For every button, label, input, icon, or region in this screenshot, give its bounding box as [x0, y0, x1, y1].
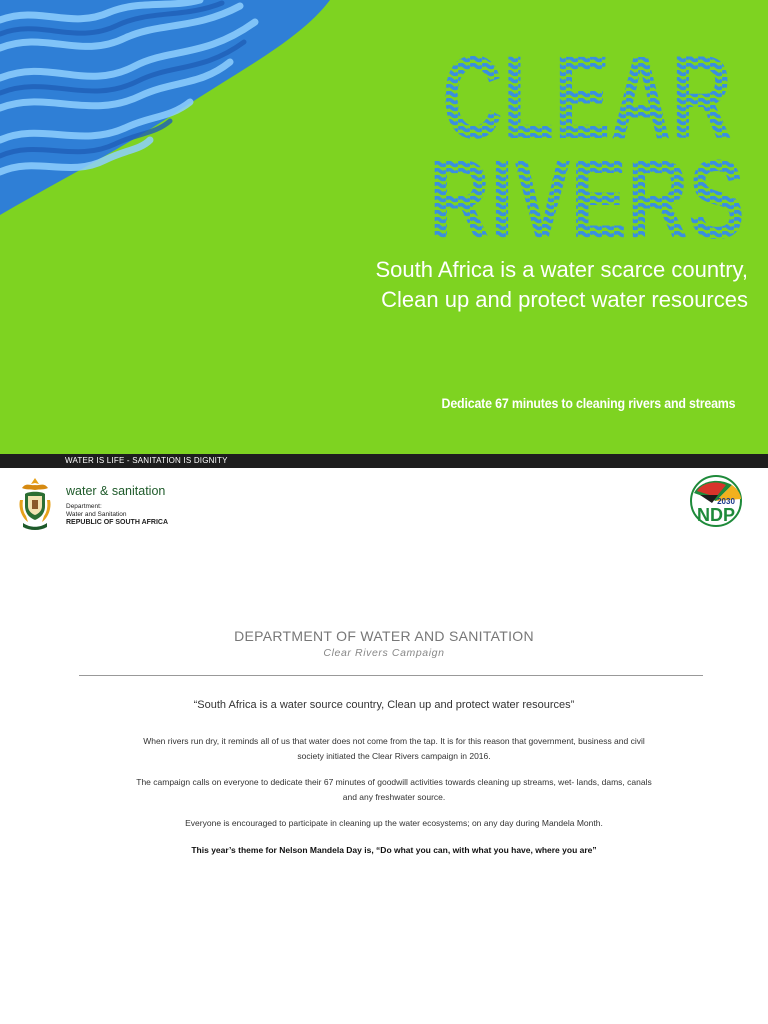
tagline-line-1: South Africa is a water scarce country, [375, 257, 748, 282]
campaign-tagline [288, 255, 748, 315]
paragraph-1: When rivers run dry, it reminds all of us that water does not come from the tap. It is for this reason that government, business and civil society initiated the Clear Rivers campaign in 2016. [143, 736, 645, 761]
slogan-text: WATER IS LIFE - SANITATION IS DIGNITY [65, 456, 228, 465]
ndp-2030-logo [688, 475, 744, 527]
clear-rivers-title [422, 42, 752, 242]
campaign-banner [0, 0, 768, 454]
department-line-2: Water and Sanitation [66, 511, 127, 518]
paragraph-4-theme: This year’s theme for Nelson Mandela Day is, “Do what you can, with what you have, where you are” [191, 845, 597, 855]
campaign-quote: “South Africa is a water source country, Clean up and protect water resources” [193, 699, 575, 711]
slogan-bar [0, 454, 768, 468]
title-line-1: CLEAR [442, 42, 732, 164]
title-line-2: RIVERS [429, 137, 745, 242]
water-waves-graphic [0, 0, 340, 220]
department-subtitle [66, 503, 168, 527]
department-line-1: Department: [66, 503, 102, 510]
coat-of-arms-icon [16, 476, 54, 532]
paragraph-3: Everyone is encouraged to participate in cleaning up the water ecosystems; on any day during Mandela Month. [185, 818, 603, 828]
department-logo [16, 476, 216, 534]
dedicate-callout: Dedicate 67 minutes to cleaning rivers and streams [441, 396, 735, 411]
document-header [0, 628, 768, 659]
tagline-line-2: Clean up and protect water resources [381, 287, 748, 312]
header-divider [79, 675, 703, 676]
paragraph-2: The campaign calls on everyone to dedicate their 67 minutes of goodwill activities towards cleaning up streams, wet- lands, dams, canals and any freshwater source. [136, 777, 652, 802]
department-line-3: REPUBLIC OF SOUTH AFRICA [66, 519, 169, 526]
water-sanitation-wordmark: water & sanitation [66, 484, 166, 498]
document-subtitle: Clear Rivers Campaign [323, 647, 445, 659]
ndp-text: NDP [696, 505, 736, 525]
ndp-year: 2030 [717, 497, 735, 506]
document-title: DEPARTMENT OF WATER AND SANITATION [234, 628, 534, 644]
